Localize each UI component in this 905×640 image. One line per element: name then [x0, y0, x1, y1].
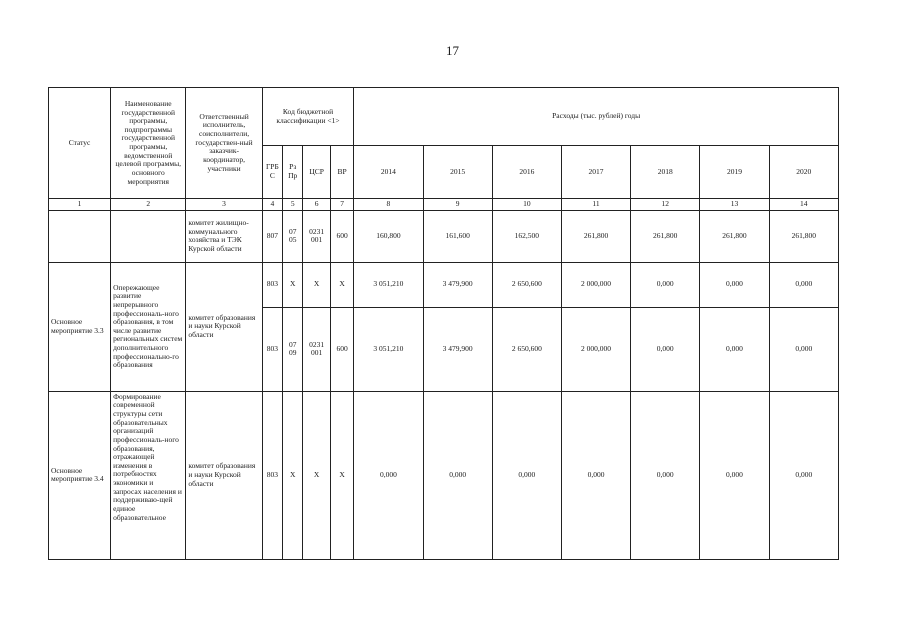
- header-status: Статус: [49, 88, 111, 199]
- page-number: 17: [446, 43, 459, 58]
- executor-cell: комитет образования и науки Курской области: [186, 262, 262, 391]
- value-cell: 0,000: [561, 391, 630, 559]
- value-cell: 0,000: [492, 391, 561, 559]
- value-cell: 261,800: [631, 210, 700, 262]
- value-cell: 0,000: [700, 262, 769, 307]
- column-number: 11: [561, 199, 630, 211]
- column-number: 14: [769, 199, 838, 211]
- header-expenses: Расходы (тыс. рублей) годы: [354, 88, 839, 146]
- value-cell: 0,000: [423, 391, 492, 559]
- grbs-cell: 803: [262, 391, 282, 559]
- header-year: 2015: [423, 146, 492, 199]
- header-year: 2017: [561, 146, 630, 199]
- column-number: 2: [111, 199, 186, 211]
- column-number: 9: [423, 199, 492, 211]
- csr-cell: Х: [303, 262, 330, 307]
- executor-cell: комитет жилищно-коммунального хозяйства и ТЭК Курской области: [186, 210, 262, 262]
- header-year: 2019: [700, 146, 769, 199]
- header-year: 2020: [769, 146, 838, 199]
- table-row: [49, 210, 839, 262]
- status-cell: [49, 210, 111, 262]
- column-number: 10: [492, 199, 561, 211]
- name-cell: Опережающее развитие непрерывного профессиональ-ного образования, в том числе развитие региональных систем дополнительного профессионально-го образования: [111, 262, 186, 391]
- name-cell: Формирование современной структуры сети образовательных организаций профессиональ-ного образования, отражающей изменения в потребностях экономики и запросах населения и поддерживаю-щей единое образовательное: [111, 391, 186, 559]
- column-number-row: [49, 199, 839, 211]
- vr-cell: 600: [330, 210, 353, 262]
- header-year: 2016: [492, 146, 561, 199]
- header-budget-code: Код бюджетной классификации <1>: [262, 88, 354, 146]
- csr-cell: 0231 001: [303, 210, 330, 262]
- vr-cell: Х: [330, 262, 353, 307]
- column-number: 5: [283, 199, 303, 211]
- value-cell: 0,000: [631, 262, 700, 307]
- value-cell: 0,000: [769, 307, 838, 391]
- column-number: 6: [303, 199, 330, 211]
- value-cell: 2 000,000: [561, 262, 630, 307]
- value-cell: 261,800: [700, 210, 769, 262]
- rzpr-cell: 07 05: [283, 210, 303, 262]
- value-cell: 261,800: [769, 210, 838, 262]
- grbs-cell: 803: [262, 262, 282, 307]
- value-cell: 0,000: [631, 391, 700, 559]
- status-cell: Основное мероприятие 3.4: [49, 391, 111, 559]
- value-cell: 162,500: [492, 210, 561, 262]
- column-number: 1: [49, 199, 111, 211]
- value-cell: 0,000: [700, 391, 769, 559]
- header-grbs: ГРБ С: [262, 146, 282, 199]
- column-number: 8: [354, 199, 423, 211]
- value-cell: 160,800: [354, 210, 423, 262]
- budget-table: [48, 87, 839, 560]
- value-cell: 3 051,210: [354, 307, 423, 391]
- value-cell: 0,000: [769, 262, 838, 307]
- status-cell: Основное мероприятие 3.3: [49, 262, 111, 391]
- rzpr-cell: Х: [283, 262, 303, 307]
- table-row: [49, 262, 839, 307]
- value-cell: 2 650,600: [492, 262, 561, 307]
- header-year: 2018: [631, 146, 700, 199]
- table-row: [49, 391, 839, 559]
- header-row-top: [49, 88, 839, 146]
- name-cell: [111, 210, 186, 262]
- column-number: 3: [186, 199, 262, 211]
- header-year: 2014: [354, 146, 423, 199]
- value-cell: 0,000: [700, 307, 769, 391]
- column-number: 7: [330, 199, 353, 211]
- csr-cell: 0231 001: [303, 307, 330, 391]
- value-cell: 0,000: [631, 307, 700, 391]
- value-cell: 261,800: [561, 210, 630, 262]
- value-cell: 161,600: [423, 210, 492, 262]
- header-executor: Ответственный исполнитель, соисполнители, государствен-ный заказчик-координатор, участники: [186, 88, 262, 199]
- column-number: 12: [631, 199, 700, 211]
- grbs-cell: 807: [262, 210, 282, 262]
- header-name: Наименование государственной программы, подпрограммы государственной программы, ведомственной целевой программы, основного мероприятия: [111, 88, 186, 199]
- grbs-cell: 803: [262, 307, 282, 391]
- rzpr-cell: 07 09: [283, 307, 303, 391]
- header-vr: ВР: [330, 146, 353, 199]
- value-cell: 3 051,210: [354, 262, 423, 307]
- column-number: 13: [700, 199, 769, 211]
- value-cell: 0,000: [769, 391, 838, 559]
- rzpr-cell: Х: [283, 391, 303, 559]
- vr-cell: Х: [330, 391, 353, 559]
- value-cell: 0,000: [354, 391, 423, 559]
- vr-cell: 600: [330, 307, 353, 391]
- csr-cell: Х: [303, 391, 330, 559]
- value-cell: 3 479,900: [423, 307, 492, 391]
- header-rzpr: Рз Пр: [283, 146, 303, 199]
- header-csr: ЦСР: [303, 146, 330, 199]
- value-cell: 3 479,900: [423, 262, 492, 307]
- value-cell: 2 000,000: [561, 307, 630, 391]
- value-cell: 2 650,600: [492, 307, 561, 391]
- column-number: 4: [262, 199, 282, 211]
- executor-cell: комитет образования и науки Курской области: [186, 391, 262, 559]
